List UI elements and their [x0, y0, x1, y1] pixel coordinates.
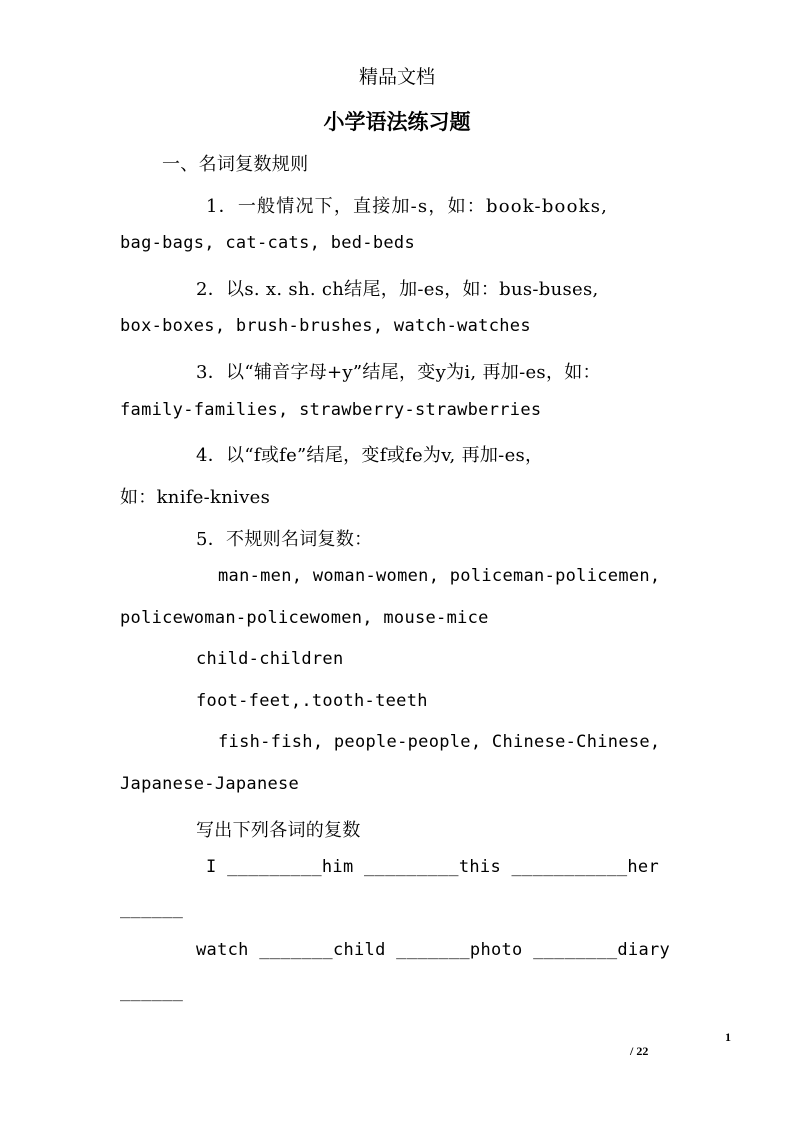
- exercise-row1-cont: ______: [120, 899, 184, 919]
- rule5-line2: policewoman-policewomen, mouse-mice: [120, 608, 489, 628]
- rule5-line3: child-children: [196, 649, 344, 669]
- page-header: 精品文档: [358, 66, 435, 88]
- rule5-line4: foot-feet,.tooth-teeth: [196, 691, 428, 711]
- document-title: 小学语法练习题: [323, 109, 471, 134]
- section-heading: 一、名词复数规则: [162, 154, 309, 175]
- rule4-line1: 4．以“f或fe”结尾，变f或fe为v, 再加-es，: [196, 445, 544, 466]
- rule5-line6: Japanese-Japanese: [120, 774, 300, 794]
- rule2-line2: box-boxes, brush-brushes, watch-watches: [120, 316, 531, 336]
- rule3-line1: 3．以“辅音字母+y”结尾，变y为i, 再加-es，如：: [196, 362, 601, 383]
- exercise-row2: watch _______child _______photo ________diary: [196, 940, 671, 960]
- rule5-line1: man-men, woman-women, policeman-policemen,: [218, 566, 661, 586]
- rule2-line1: 2．以s. x. sh. ch结尾，加-es，如：bus-buses,: [196, 279, 599, 300]
- rule1-line1: 1．一般情况下，直接加-s，如：book-books,: [206, 196, 609, 217]
- rule3-line2: family-families, strawberry-strawberries: [120, 400, 542, 420]
- rule1-line2: bag-bags, cat-cats, bed-beds: [120, 233, 415, 253]
- rule5-heading: 5．不规则名词复数：: [196, 529, 373, 550]
- exercise-row1: I _________him _________this ___________her: [206, 857, 659, 877]
- page-total: / 22: [630, 1044, 649, 1058]
- exercise-row2-cont: ______: [120, 982, 184, 1002]
- exercise-heading: 写出下列各词的复数: [196, 820, 361, 841]
- page-number: 1: [725, 1030, 731, 1044]
- rule5-line5: fish-fish, people-people, Chinese-Chinese,: [218, 732, 661, 752]
- rule4-line2: 如：knife-knives: [120, 487, 271, 508]
